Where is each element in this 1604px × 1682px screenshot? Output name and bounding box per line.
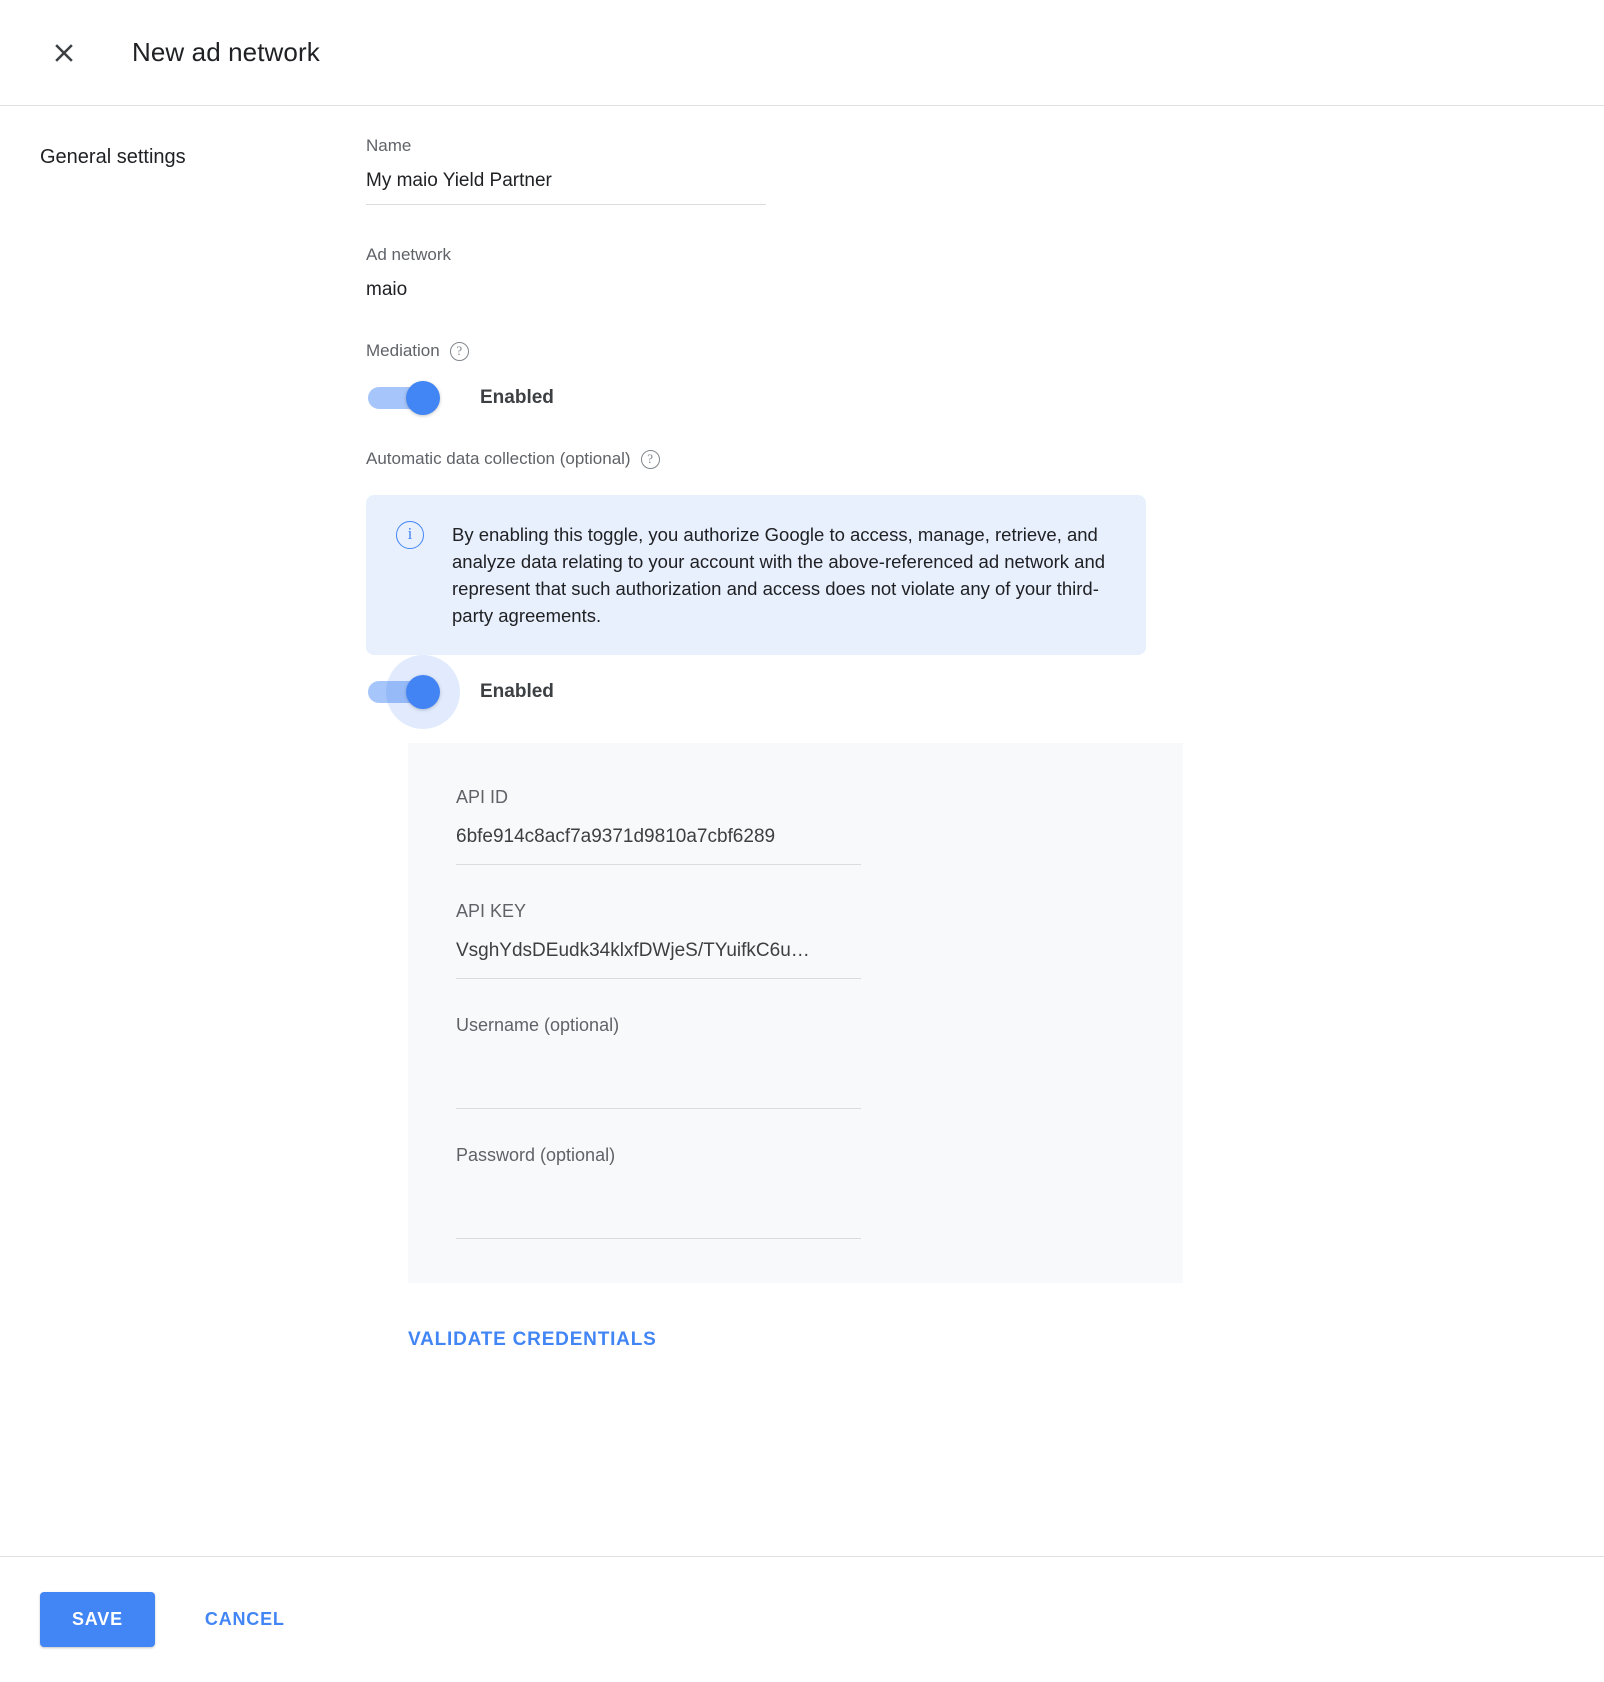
ad-network-value: maio	[366, 279, 408, 300]
mediation-toggle-state: Enabled	[480, 387, 554, 408]
api-id-label: API ID	[456, 787, 509, 807]
field-automatic-data-collection	[366, 449, 1544, 703]
ad-network-label: Ad network	[366, 245, 452, 264]
field-password	[456, 1145, 861, 1239]
credentials-panel	[408, 743, 1183, 1283]
dialog-header	[0, 0, 1604, 106]
help-icon[interactable]: ?	[450, 342, 469, 361]
name-input[interactable]: My maio Yield Partner	[366, 170, 766, 205]
field-api-id	[456, 787, 861, 865]
adc-label: Automatic data collection (optional)	[366, 449, 631, 468]
username-input[interactable]	[456, 1054, 861, 1109]
username-label: Username (optional)	[456, 1015, 620, 1035]
help-icon[interactable]: ?	[641, 450, 660, 469]
info-banner	[366, 495, 1146, 655]
mediation-label-row	[366, 341, 1544, 361]
cancel-button[interactable]: CANCEL	[189, 1592, 301, 1647]
name-label: Name	[366, 136, 412, 155]
form-column	[366, 136, 1604, 1550]
adc-toggle[interactable]	[368, 681, 436, 703]
section-title: General settings	[40, 146, 186, 168]
api-key-label: API KEY	[456, 901, 527, 921]
dialog-body	[0, 106, 1604, 1550]
info-icon: i	[396, 521, 424, 549]
password-label: Password (optional)	[456, 1145, 616, 1165]
mediation-toggle[interactable]	[368, 387, 436, 409]
password-input[interactable]	[456, 1184, 861, 1239]
dialog-footer	[0, 1556, 1604, 1682]
field-api-key	[456, 901, 861, 979]
mediation-toggle-row	[366, 387, 1544, 409]
adc-label-row	[366, 449, 1544, 469]
field-name	[366, 136, 1544, 205]
field-username	[456, 1015, 861, 1109]
mediation-label: Mediation	[366, 341, 440, 360]
page-title: New ad network	[132, 37, 320, 67]
validate-credentials-button[interactable]: VALIDATE CREDENTIALS	[408, 1329, 657, 1350]
toggle-knob	[406, 675, 440, 709]
field-mediation	[366, 341, 1544, 409]
close-icon[interactable]	[40, 29, 88, 77]
info-banner-text: By enabling this toggle, you authorize Google to access, manage, retrieve, and analyze data relating to your account with the above-referenced ad network and represent that such authorization and access does not violate any of your third-party agreements.	[452, 524, 1106, 626]
adc-toggle-row	[366, 681, 1544, 703]
save-button[interactable]: SAVE	[40, 1592, 155, 1647]
adc-toggle-state: Enabled	[480, 681, 554, 702]
toggle-knob	[406, 381, 440, 415]
field-ad-network	[366, 245, 1544, 301]
api-id-input[interactable]: 6bfe914c8acf7a9371d9810a7cbf6289	[456, 826, 861, 865]
api-key-input[interactable]: VsghYdsDEudk34klxfDWjeS/TYuifkC6u…	[456, 940, 861, 979]
